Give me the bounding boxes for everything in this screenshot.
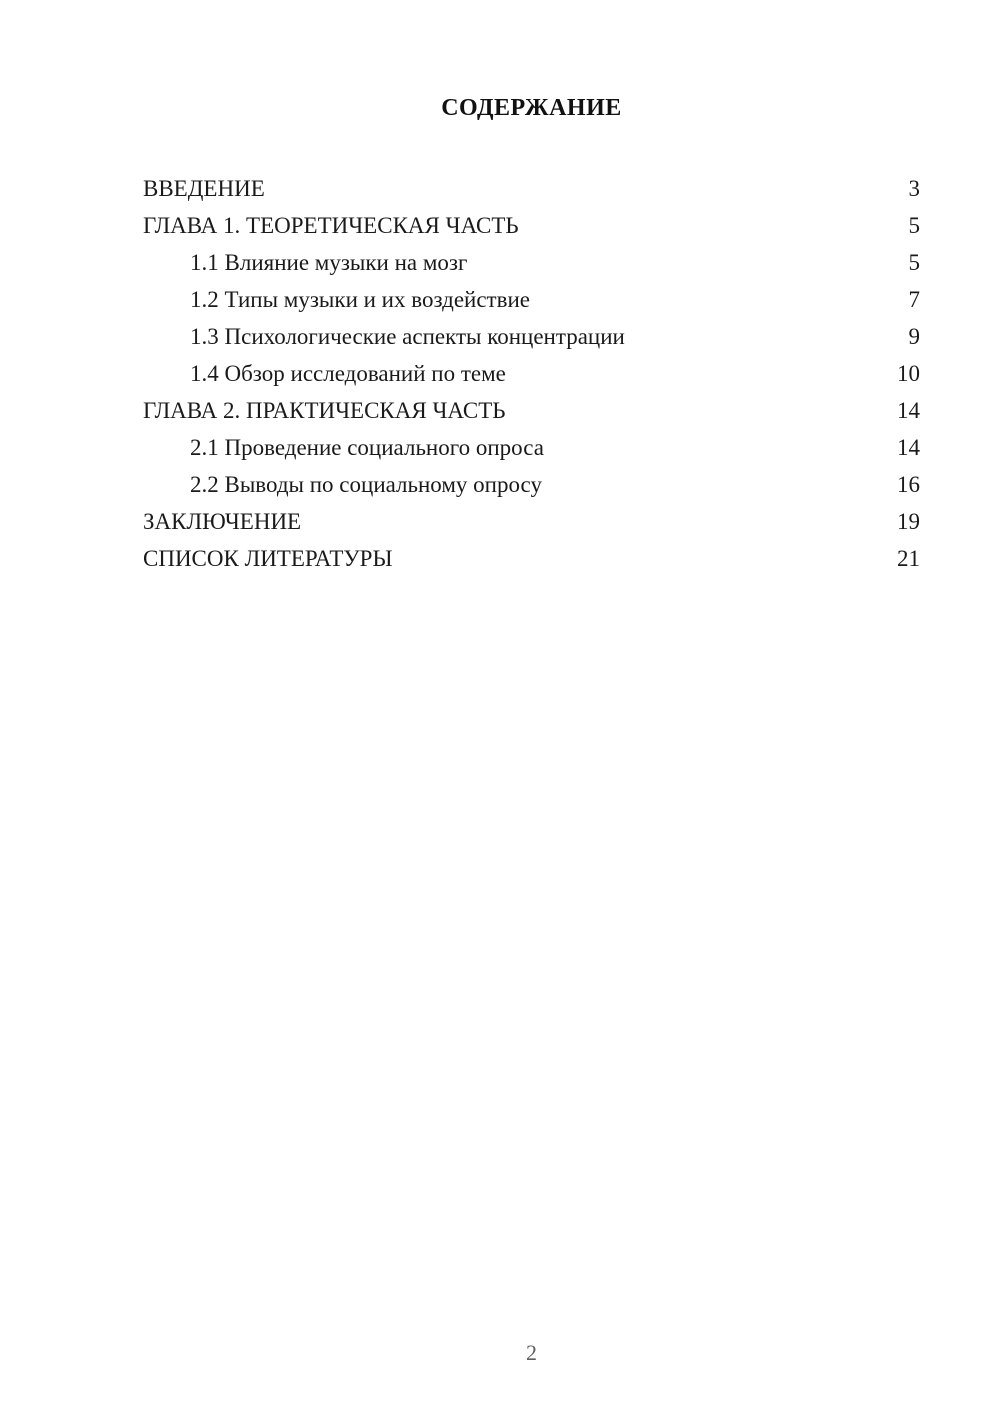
- toc-entry-label: 2.1 Проведение социального опроса: [190, 435, 544, 460]
- toc-entry-label: ГЛАВА 1. ТЕОРЕТИЧЕСКАЯ ЧАСТЬ: [143, 213, 519, 238]
- toc-entry-label: 1.4 Обзор исследований по теме: [190, 361, 506, 386]
- toc-entry-page-number: 7: [908, 287, 920, 312]
- toc-entry: [143, 244, 920, 281]
- toc-entry-label: ГЛАВА 2. ПРАКТИЧЕСКАЯ ЧАСТЬ: [143, 398, 506, 423]
- toc-entry: [143, 429, 920, 466]
- toc-entry: [143, 503, 920, 540]
- toc-entry-page-number: 16: [897, 472, 920, 497]
- toc-entry-page-number: 19: [897, 509, 920, 534]
- toc-entry: [143, 392, 920, 429]
- toc-entry-label: СПИСОК ЛИТЕРАТУРЫ: [143, 546, 393, 571]
- toc-entry-page-number: 10: [897, 361, 920, 386]
- toc-entry: [143, 466, 920, 503]
- toc-entry: [143, 170, 920, 207]
- toc-entry: [143, 355, 920, 392]
- toc-entry-page-number: 3: [908, 176, 920, 201]
- toc-entry-page-number: 14: [897, 398, 920, 423]
- toc-entry-label: 1.2 Типы музыки и их воздействие: [190, 287, 530, 312]
- toc-entry-page-number: 14: [897, 435, 920, 460]
- table-of-contents: [143, 170, 920, 577]
- footer-page-number: 2: [526, 1340, 537, 1365]
- toc-entry-label: 1.3 Психологические аспекты концентрации: [190, 324, 625, 349]
- toc-entry-page-number: 9: [908, 324, 920, 349]
- toc-entry-label: 1.1 Влияние музыки на мозг: [190, 250, 468, 275]
- toc-entry: [143, 540, 920, 577]
- page-title: СОДЕРЖАНИЕ: [441, 95, 622, 121]
- toc-entry: [143, 207, 920, 244]
- toc-entry-page-number: 21: [897, 546, 920, 571]
- toc-entry: [143, 281, 920, 318]
- page-content: [143, 95, 920, 577]
- toc-entry-page-number: 5: [908, 250, 920, 275]
- toc-entry-label: 2.2 Выводы по социальному опросу: [190, 472, 542, 497]
- toc-entry-label: ВВЕДЕНИЕ: [143, 176, 265, 201]
- toc-entry-page-number: 5: [908, 213, 920, 238]
- toc-entry: [143, 318, 920, 355]
- toc-entry-label: ЗАКЛЮЧЕНИЕ: [143, 509, 302, 534]
